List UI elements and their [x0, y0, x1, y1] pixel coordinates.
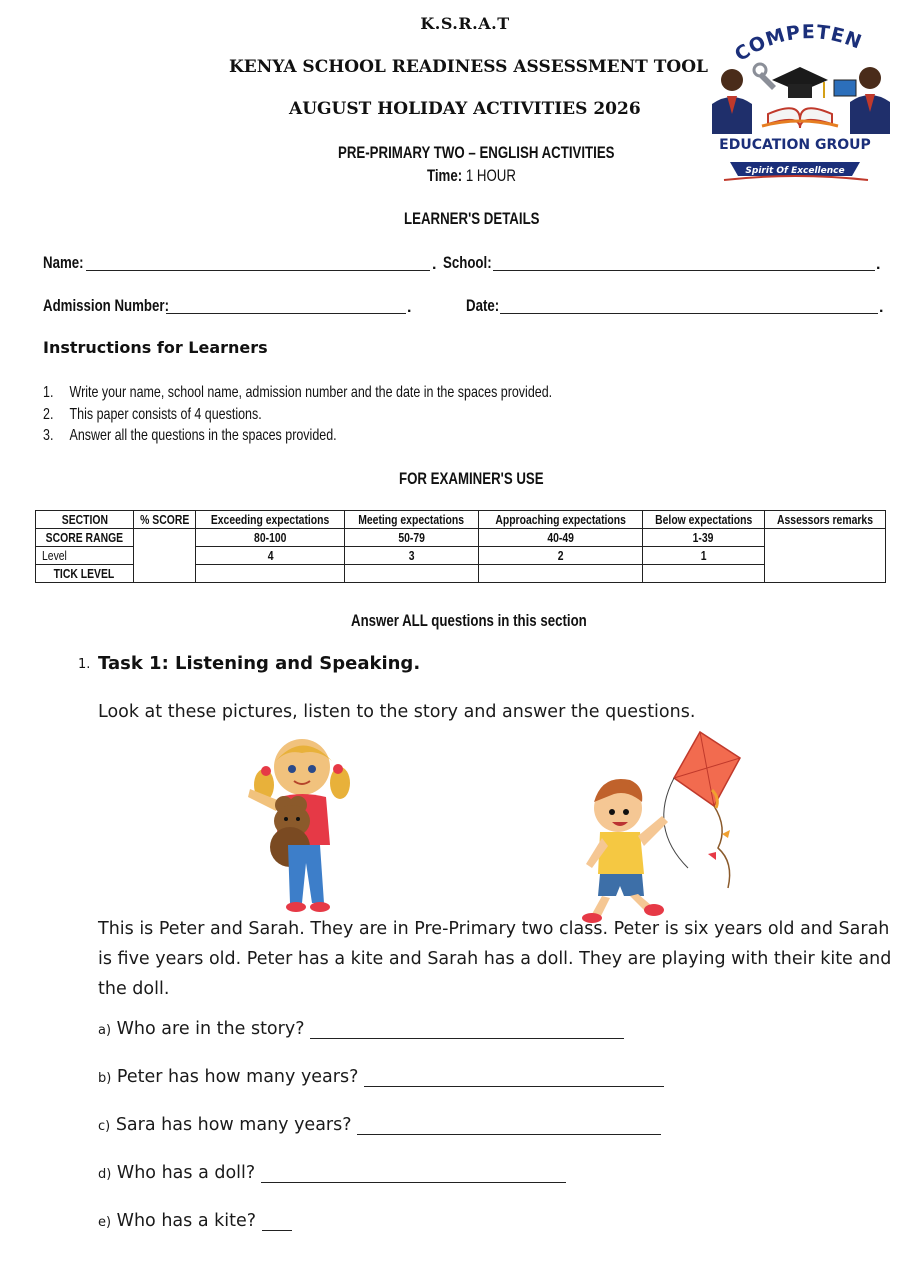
answer-field-b[interactable]: [364, 1070, 664, 1087]
time-value: 1 HOUR: [465, 166, 516, 185]
tick-cell[interactable]: [642, 565, 764, 583]
name-field[interactable]: [86, 254, 430, 271]
question-letter: a): [98, 1023, 112, 1038]
column-header: Assessors remarks: [765, 511, 886, 529]
range-cell: 50-79: [345, 529, 478, 547]
tick-cell[interactable]: [478, 565, 642, 583]
admission-label: Admission Number:: [43, 296, 169, 315]
instructions-list: [43, 382, 696, 447]
question-text: Who has a kite?: [116, 1211, 257, 1231]
logo-graphic: [700, 22, 890, 184]
question-c: [98, 1115, 661, 1135]
range-cell: 1-39: [642, 529, 764, 547]
competence-logo: [700, 22, 890, 184]
task-number: 1.: [78, 657, 91, 672]
answer-field-d[interactable]: [261, 1166, 566, 1183]
column-header: Exceeding expectations: [196, 511, 345, 529]
question-text: Who are in the story?: [116, 1019, 305, 1039]
period-mark: .: [876, 256, 881, 273]
question-e: [98, 1211, 292, 1231]
level-cell: 1: [642, 547, 764, 565]
tick-cell[interactable]: [345, 565, 478, 583]
answer-field-e[interactable]: [262, 1214, 292, 1231]
examiner-table: [35, 510, 886, 583]
question-letter: b): [98, 1071, 112, 1086]
score-cell[interactable]: [133, 529, 195, 583]
column-header: Meeting expectations: [345, 511, 478, 529]
examiner-heading: FOR EXAMINER'S USE: [399, 469, 544, 488]
time-label: Time:: [427, 166, 463, 185]
girl-icon: [240, 735, 360, 915]
date-field[interactable]: [500, 297, 878, 314]
period-mark: .: [432, 256, 437, 273]
logo-top-text: COMPETEN: [730, 22, 866, 67]
learner-details-heading: LEARNER'S DETAILS: [404, 209, 540, 228]
period-mark: .: [879, 299, 884, 316]
task-title: Task 1: Listening and Speaking.: [98, 653, 421, 674]
level-cell: 3: [345, 547, 478, 565]
level-cell: 2: [478, 547, 642, 565]
level-cell: 4: [196, 547, 345, 565]
school-field[interactable]: [493, 254, 875, 271]
question-text: Sara has how many years?: [115, 1115, 352, 1135]
question-letter: c): [98, 1119, 111, 1134]
task-prompt: Look at these pictures, listen to the story and answer the questions.: [98, 702, 696, 722]
question-text: Who has a doll?: [116, 1163, 256, 1183]
time-line: [427, 166, 541, 186]
boy-with-kite-image: [578, 728, 753, 928]
instructions-title: Instructions for Learners: [43, 338, 268, 357]
svg-text:COMPETENCE: [700, 22, 865, 66]
school-label: School:: [443, 253, 492, 272]
subject-title: PRE-PRIMARY TWO – ENGLISH ACTIVITIES: [338, 143, 615, 162]
answer-field-c[interactable]: [357, 1118, 661, 1135]
table-header-row: [36, 511, 886, 529]
column-header: SECTION: [36, 511, 134, 529]
paper-code: K.S.R.A.T: [420, 14, 510, 33]
tick-level-label: TICK LEVEL: [36, 565, 134, 583]
story-text: This is Peter and Sarah. They are in Pre-Primary two class. Peter is six years old and Sarah is five years old. Peter has a kite and Sarah has a doll. They are playing with their kite and the doll.: [98, 919, 892, 999]
range-cell: 80-100: [196, 529, 345, 547]
question-d: [98, 1163, 566, 1183]
logo-motto: Spirit Of Excellence: [745, 166, 845, 176]
score-range-label: SCORE RANGE: [36, 529, 134, 547]
question-letter: e): [98, 1215, 112, 1230]
tool-name: KENYA SCHOOL READINESS ASSESSMENT TOOL: [229, 57, 708, 77]
table-row: [36, 529, 886, 547]
tick-cell[interactable]: [196, 565, 345, 583]
remarks-cell[interactable]: [765, 529, 886, 583]
name-label: Name:: [43, 253, 84, 272]
question-letter: d): [98, 1167, 112, 1182]
instruction-item: 1. Write your name, school name, admission number and the date in the spaces provided.: [43, 384, 553, 401]
period-mark: .: [407, 299, 412, 316]
admission-field[interactable]: [166, 297, 406, 314]
column-header: % SCORE: [133, 511, 195, 529]
column-header: Approaching expectations: [478, 511, 642, 529]
question-text: Peter has how many years?: [116, 1067, 359, 1087]
question-a: [98, 1019, 624, 1039]
range-cell: 40-49: [478, 529, 642, 547]
logo-mid-text: EDUCATION GROUP: [719, 137, 871, 153]
level-label: Level: [36, 547, 134, 565]
question-b: [98, 1067, 664, 1087]
instruction-item: 3. Answer all the questions in the spaces provided.: [43, 427, 337, 444]
kite-icon: [578, 728, 753, 928]
section-note: Answer ALL questions in this section: [351, 611, 587, 630]
answer-field-a[interactable]: [310, 1022, 624, 1039]
column-header: Below expectations: [642, 511, 764, 529]
girl-with-teddy-image: [240, 735, 360, 915]
date-label: Date:: [466, 296, 500, 315]
instruction-item: 2. This paper consists of 4 questions.: [43, 405, 262, 423]
activity-title: AUGUST HOLIDAY ACTIVITIES 2026: [289, 99, 641, 119]
